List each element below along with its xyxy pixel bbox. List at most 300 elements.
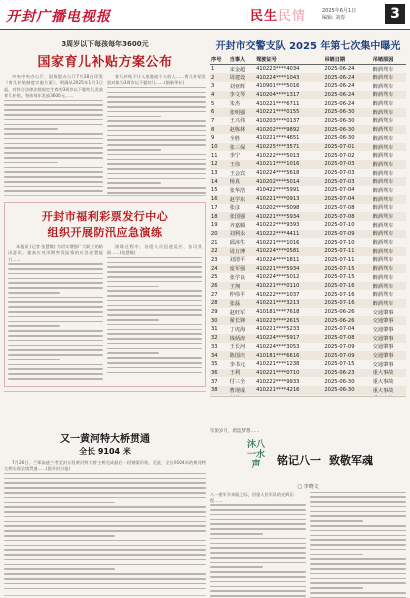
text-line (8, 263, 103, 265)
table-row (210, 125, 406, 134)
text-line (210, 552, 306, 554)
table-cell: 醉酒驾车 (372, 160, 406, 169)
text-line (107, 154, 206, 156)
table-cell: 12 (210, 160, 229, 169)
table-cell: 醉酒驾车 (372, 125, 406, 134)
table-cell: 张三保 (229, 143, 255, 152)
table-cell: 重大事故 (372, 386, 406, 395)
article1-kicker: 3周岁以下每孩每年3600元 (61, 40, 149, 48)
text-line (8, 364, 103, 366)
table-cell: 2025-07-08 (323, 334, 371, 343)
table-cell: 醉酒驾车 (372, 143, 406, 152)
table-row (210, 351, 406, 360)
text-filler (8, 263, 103, 379)
table-row (210, 143, 406, 152)
text-line (210, 519, 306, 521)
winners-table-title: 开封市交警支队 2025 年第七次集中曝光 (215, 41, 401, 52)
table-cell: 醉酒驾车 (372, 222, 394, 229)
text-line (4, 506, 206, 508)
table-cell: 醉酒驾车 (372, 257, 394, 264)
issue-editor: 编辑: 刘春 (322, 15, 346, 21)
text-line (4, 525, 206, 527)
text-line (107, 130, 206, 132)
text-line (8, 311, 103, 313)
table-row (210, 299, 406, 308)
table-cell: 2025-07-02 (324, 152, 355, 159)
text-line (4, 568, 115, 570)
table-row (210, 238, 406, 247)
text-filler (4, 473, 206, 589)
text-line (8, 316, 103, 318)
table-cell (323, 395, 371, 397)
right-column (210, 33, 406, 397)
text-line (310, 587, 363, 589)
text-line (4, 128, 58, 130)
table-cell: 张磊 (229, 299, 255, 308)
text-line (107, 281, 202, 283)
table-cell: 3 (211, 83, 215, 90)
article1-body-left: 中央中央办公厅、国务院办公厅7月28日印发《育儿补贴制度实施方案》，明确从2025年1月1日起，对符合法律法规规定生育的3周岁以下婴幼儿发放育儿补贴，每孩每年发放3600元…… (4, 74, 103, 196)
text-line (4, 545, 206, 547)
text-line (107, 101, 206, 103)
table-cell: 410181****7618 (256, 309, 300, 316)
text-line (8, 335, 103, 337)
table-row (210, 247, 406, 256)
text-line (4, 104, 103, 106)
table-cell: 19 (211, 222, 218, 229)
table-cell: 邱沐生 (229, 240, 246, 247)
text-line (210, 590, 306, 592)
text-line (107, 266, 202, 268)
table-cell: 2025-07-03 (323, 160, 371, 169)
table-cell: 2025-07-09 (324, 343, 355, 350)
table-cell: 410202****5014 (255, 177, 323, 186)
text-line (210, 504, 306, 506)
table-row (210, 91, 406, 100)
table-cell: 醉酒驾车 (372, 170, 394, 177)
text-line (8, 349, 103, 351)
column-stamp: 沐八一水声 (246, 439, 265, 470)
text-line (210, 547, 306, 549)
section-title (250, 5, 306, 24)
table-cell: 410422****5991 (256, 187, 300, 194)
table-cell: 410224****5917 (255, 334, 323, 343)
table-cell: 醉酒驾车 (372, 101, 394, 108)
table-cell: 410224****1043 (255, 73, 323, 82)
text-line (4, 133, 103, 135)
table-cell: 王兴伟 (229, 118, 246, 125)
table-row (210, 73, 406, 82)
text-line (107, 319, 159, 321)
text-line (107, 257, 202, 259)
table-cell: 交通肇事 (372, 326, 394, 333)
table-cell: 醉酒驾车 (372, 292, 394, 299)
table-cell: 20 (210, 230, 229, 239)
table-cell: 2025-07-09 (323, 351, 371, 360)
text-line (107, 372, 202, 374)
article2-headline-2: 组织开展防汛应急演练 (47, 226, 163, 239)
text-line (107, 159, 206, 161)
text-line (8, 287, 103, 289)
text-line (107, 173, 206, 175)
table-row (210, 134, 406, 143)
table-cell: 25 (211, 274, 218, 281)
text-line (4, 109, 103, 111)
table-cell: 醉酒驾车 (372, 66, 394, 73)
article2-headline-1: 开封市福利彩票发行中心 (41, 210, 169, 223)
text-line (8, 306, 103, 308)
table-cell: 410224****3053 (256, 343, 300, 350)
text-line (310, 530, 406, 532)
bridge-body-text: 7月26日，兰郑高速兰考至封丘段黄河特大桥主桥完成最后一段钢梁吊装，至此，全长9104米的黄河特大桥实现全线贯通……(据开封日报) (4, 460, 206, 592)
table-cell: 8 (210, 125, 229, 134)
text-filler (107, 87, 206, 196)
text-line (310, 492, 406, 494)
table-cell: 重大事故 (372, 379, 394, 386)
text-line (210, 509, 306, 511)
article1-body (4, 74, 206, 196)
table-cell: 2025-07-15 (324, 274, 355, 281)
table-cell: 交通肇事 (372, 334, 406, 343)
text-line (8, 282, 103, 284)
article2-box (4, 202, 206, 387)
article1-headline: 国家育儿补贴方案公布 (37, 55, 173, 70)
table-row (210, 82, 406, 91)
table-cell: 李宁 (229, 153, 241, 160)
text-line (107, 116, 161, 118)
table-cell: 2025-07-16 (324, 291, 355, 298)
article1-body-right: 育儿补贴不计入家庭或个人收入……育儿补贴发放对象为3周岁以下婴幼儿……(据新华社) (107, 74, 206, 196)
table-cell: 2025-07-16 (323, 282, 371, 291)
table-cell: 410224****5618 (256, 170, 300, 177)
table-row (210, 256, 406, 265)
text-line (4, 482, 206, 484)
table-cell: 2025-06-30 (324, 378, 355, 385)
table-cell: 10 (210, 143, 229, 152)
table-cell: 曹现成 (229, 386, 255, 395)
text-line (310, 554, 363, 556)
text-line (8, 278, 103, 280)
text-line (310, 549, 406, 551)
text-line (4, 167, 103, 169)
winners-table-body (210, 65, 406, 398)
text-line (8, 292, 60, 294)
table-row (210, 151, 406, 160)
text-line (4, 540, 206, 542)
table-cell: 37 (211, 378, 218, 385)
table-row (210, 325, 406, 334)
text-line (310, 496, 406, 498)
table-cell: 醉酒驾车 (372, 187, 394, 194)
article2-body-left: 本报讯 (记者 张慧敏) 为切实增强广大职工的防汛意识，提高应对汛期突发险情的应急处置能力…… (8, 244, 103, 383)
table-cell: 全胜 (229, 135, 241, 142)
text-line (310, 520, 363, 522)
text-line (4, 157, 103, 159)
table-cell: 14 (210, 177, 229, 186)
table-cell: 王利 (229, 369, 255, 378)
text-line (8, 373, 103, 375)
table-cell: 36 (210, 369, 229, 378)
table-cell: 410222****1037 (256, 291, 300, 298)
table-cell: 刘清平 (229, 257, 246, 264)
table-cell: 410221****4216 (255, 386, 323, 395)
text-line (4, 190, 103, 192)
bottom-right-intro: 军旅岁月，蔚蓝梦想…… (210, 429, 260, 434)
table-cell: 2025-07-04 (324, 187, 355, 194)
table-cell: 刘利永 (229, 230, 255, 239)
text-line (8, 268, 103, 270)
text-line (4, 502, 115, 504)
table-cell: 410222****9933 (256, 378, 300, 385)
text-line (310, 563, 406, 565)
table-cell: 2025-06-24 (324, 83, 355, 90)
table-cell: 2025-07-15 (324, 361, 355, 368)
table-cell: 410224****5012 (256, 274, 300, 281)
table-row (210, 65, 406, 74)
text-line (8, 321, 103, 323)
table-cell: 张华浩 (229, 187, 246, 194)
text-line (107, 295, 202, 297)
table-cell: 张彦 (229, 205, 241, 212)
text-line (210, 533, 263, 535)
table-cell: 21 (211, 239, 218, 246)
table-cell: 410221****6711 (256, 100, 300, 107)
table-cell (372, 395, 406, 397)
table-cell: 翟长锋 (229, 316, 255, 325)
table-cell: 交通肇事 (372, 316, 406, 325)
table-cell: 15 (211, 187, 218, 194)
text-line (4, 114, 103, 116)
text-line (107, 144, 206, 146)
text-line (4, 186, 103, 188)
table-cell: 410221****0710 (255, 369, 323, 378)
text-line (4, 152, 103, 154)
text-line (4, 487, 206, 489)
text-line (107, 149, 161, 151)
table-cell: 重大事故 (372, 369, 406, 378)
table-row (210, 117, 406, 126)
table-cell: 王翔 (229, 282, 255, 291)
table-row (210, 195, 406, 204)
text-line (8, 330, 103, 332)
text-filler (210, 504, 306, 598)
text-line (4, 549, 206, 551)
table-cell: 31 (211, 326, 218, 333)
table-cell: 付三全 (229, 379, 246, 386)
table-cell: 22 (210, 247, 229, 256)
text-filler (4, 100, 103, 196)
text-line (4, 119, 103, 121)
article-childcare-subsidy (4, 33, 206, 196)
table-cell: 410222****9393 (256, 222, 300, 229)
table-cell: 410221****1016 (256, 239, 300, 246)
table-cell: 410901****5016 (256, 83, 300, 90)
table-row (210, 108, 406, 117)
table-cell: 38 (210, 386, 229, 395)
table-header-row (210, 55, 406, 65)
table-cell: 醉酒驾车 (372, 118, 394, 125)
text-line (4, 195, 58, 196)
table-cell: 醉酒驾车 (372, 247, 406, 256)
table-row (210, 177, 406, 186)
table-cell: 张明强 (229, 108, 255, 117)
table-cell: 2025-07-04 (324, 326, 355, 333)
text-line (4, 100, 103, 102)
text-line (210, 538, 306, 540)
text-line (310, 501, 406, 503)
text-line (310, 525, 406, 527)
table-cell: 9 (211, 135, 215, 142)
table-cell: 钱炳涛 (229, 334, 255, 343)
table-cell: 410223****2615 (255, 316, 323, 325)
issue-date: 2025年6月1日 (322, 8, 357, 14)
text-line (4, 478, 206, 480)
table-row (210, 386, 406, 395)
table-row (210, 395, 406, 397)
page-number: 3 (385, 4, 405, 24)
table-cell: 32 (210, 334, 229, 343)
text-line (107, 163, 206, 165)
text-line (8, 273, 103, 275)
table-cell: 张学良 (229, 274, 246, 281)
table-cell: 2025-07-03 (324, 170, 355, 177)
text-line (210, 528, 306, 530)
issue-meta (322, 8, 356, 22)
text-line (4, 573, 206, 575)
table-cell: 2025-07-11 (323, 247, 371, 256)
text-line (107, 357, 202, 359)
text-line (4, 171, 103, 173)
text-line (4, 588, 206, 590)
table-cell: 2025-06-30 (323, 108, 371, 117)
table-cell: 11 (211, 152, 218, 159)
table-cell (229, 395, 255, 397)
table-cell: 丁虎海 (229, 326, 246, 333)
table-cell: 王伟 (229, 160, 255, 169)
table-row (210, 308, 406, 317)
text-line (107, 329, 202, 331)
table-cell: 35 (211, 361, 218, 368)
bottom-right-block (210, 427, 406, 598)
text-line (107, 348, 202, 350)
text-line (107, 300, 202, 302)
table-cell: 2025-07-10 (324, 222, 355, 229)
text-line (210, 543, 306, 545)
text-line (4, 535, 115, 537)
text-line (210, 586, 306, 588)
text-line (107, 111, 206, 113)
text-line (107, 182, 161, 184)
text-line (107, 139, 206, 141)
text-line (107, 309, 202, 311)
table-cell: 2025-07-08 (323, 212, 371, 221)
table-row (210, 334, 406, 343)
table-cell: 2025-07-08 (324, 204, 355, 211)
table-row (210, 282, 406, 291)
text-line (4, 559, 206, 561)
text-line (4, 176, 103, 178)
table-cell: 醉酒驾车 (372, 212, 406, 221)
table-cell: 13 (211, 170, 218, 177)
text-line (210, 581, 306, 583)
text-line (4, 530, 206, 532)
text-line (107, 187, 206, 189)
column-headline (210, 440, 406, 480)
table-cell: 醉酒驾车 (372, 274, 394, 281)
text-line (4, 511, 206, 513)
table-cell: 2 (210, 73, 229, 82)
col-header: 吊销原因 (372, 55, 406, 65)
col-header: 序号 (210, 55, 229, 65)
table-cell: 410221****3213 (255, 299, 323, 308)
table-row (210, 264, 406, 273)
table-cell: 醉酒驾车 (372, 83, 394, 90)
table-cell: 2025-07-09 (323, 230, 371, 239)
text-line (107, 305, 202, 307)
table-cell: 410204****1317 (255, 91, 323, 100)
table-row (210, 316, 406, 325)
table-row (210, 169, 406, 178)
text-filler (310, 492, 406, 598)
text-line (8, 345, 103, 347)
winners-table (210, 55, 406, 397)
text-line (4, 143, 103, 145)
text-line (107, 87, 206, 89)
table-cell: 410203****0137 (256, 117, 300, 124)
table-cell: 赵栋林 (229, 125, 255, 134)
table-cell: 交通肇事 (372, 361, 394, 368)
bridge-body (4, 460, 206, 592)
text-line (107, 106, 206, 108)
text-line (107, 92, 206, 94)
table-cell: 410202****9892 (255, 125, 323, 134)
col-header: 吊销日期 (323, 55, 371, 65)
table-cell: 醉酒驾车 (372, 195, 406, 204)
text-line (210, 523, 306, 525)
table-cell: 30 (210, 316, 229, 325)
table-cell: 周万博 (229, 247, 255, 256)
table-cell: 庞军强 (229, 264, 255, 273)
article2-body-right: 演练过程中，各组人员迅速反应、各司其职……(张慧敏) (107, 244, 202, 383)
text-line (8, 340, 103, 342)
table-cell: 醉酒驾车 (372, 177, 406, 186)
table-cell: 王长河 (229, 344, 246, 351)
table-cell: 李文琴 (229, 91, 255, 100)
table-cell: 410221****1238 (256, 361, 300, 368)
table-cell: 醉酒驾车 (372, 240, 394, 247)
table-cell: 交通肇事 (372, 309, 394, 316)
text-line (210, 576, 306, 578)
text-line (210, 562, 306, 564)
text-line (4, 554, 206, 556)
table-cell: 赵学东 (229, 195, 255, 204)
text-line (107, 314, 202, 316)
text-line (310, 506, 406, 508)
table-cell: 2025-07-01 (323, 143, 371, 152)
table-cell: 2025-07-11 (324, 256, 355, 263)
table-cell: 410221****0155 (255, 108, 323, 117)
table-row (210, 369, 406, 378)
text-line (8, 378, 103, 380)
text-line (8, 301, 103, 303)
table-cell: 34 (210, 351, 229, 360)
text-line (4, 497, 206, 499)
text-line (107, 192, 206, 194)
table-cell: 410221****5934 (255, 264, 323, 273)
table-cell: 醉酒驾车 (372, 108, 406, 117)
table-cell: 李书元 (229, 361, 246, 368)
table-cell: 陈国庆 (229, 351, 255, 360)
